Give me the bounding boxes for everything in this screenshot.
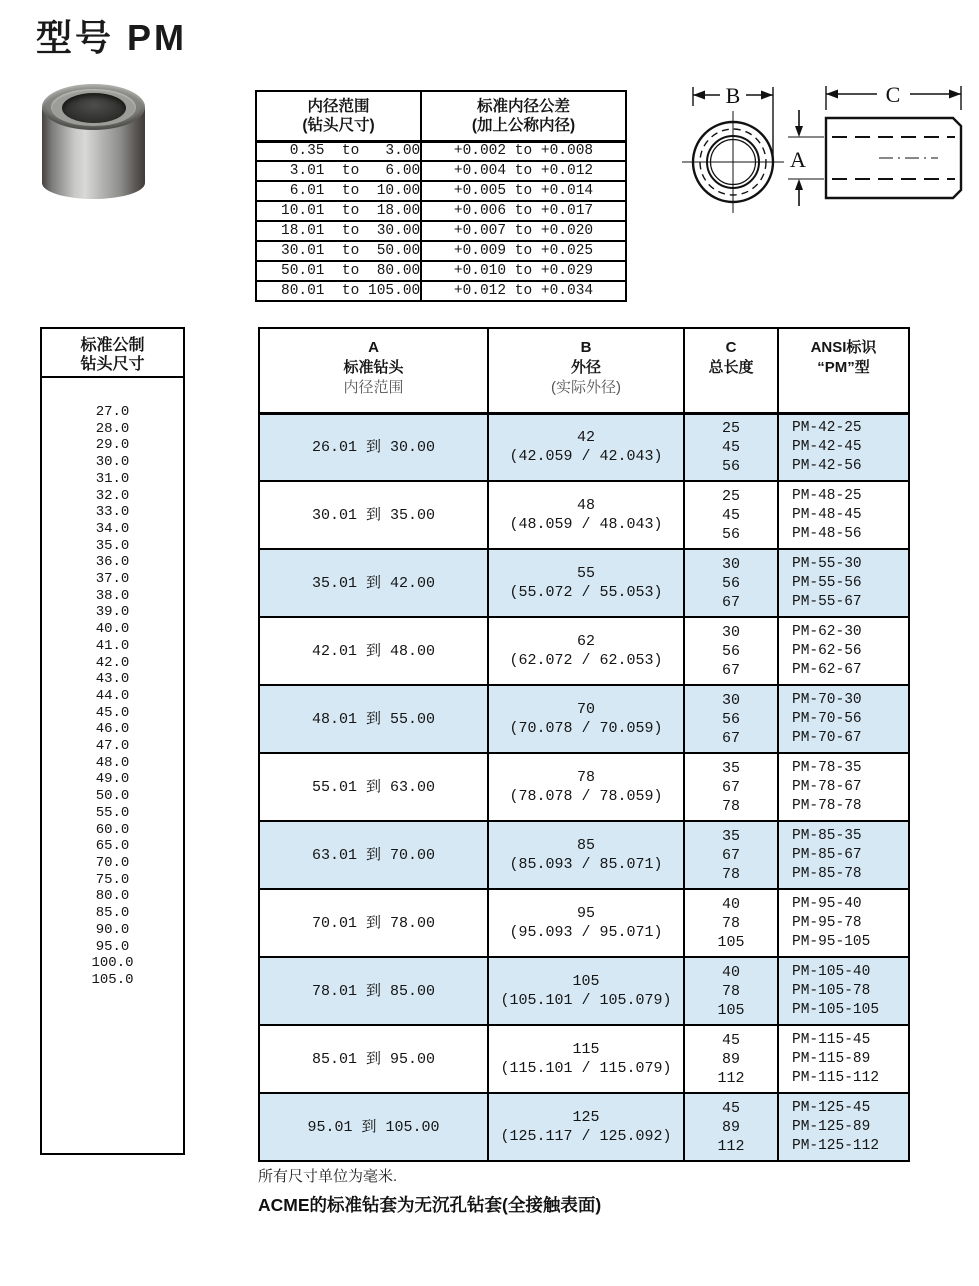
header-line: 标准内径公差	[476, 97, 570, 115]
length-value: 105	[717, 933, 745, 951]
outer-diameter-cell	[488, 549, 684, 617]
tolerance-range-cell: 30.01 to 50.00	[256, 241, 421, 261]
drill-size-item: 48.0	[95, 754, 130, 771]
drill-size-item: 29.0	[95, 437, 130, 454]
drill-size-item: 95.0	[95, 938, 130, 955]
bore-range-cell: 78.01 到 85.00	[259, 957, 488, 1025]
part-number-cell	[778, 617, 909, 685]
specification-table	[258, 327, 910, 1162]
spec-row	[259, 889, 909, 957]
part-number: PM-125-89	[792, 1118, 871, 1135]
spec-row	[259, 685, 909, 753]
od-nominal: 55	[576, 565, 595, 582]
drill-size-item: 65.0	[95, 838, 130, 855]
drill-size-item: 42.0	[95, 654, 130, 671]
part-number-cell	[778, 481, 909, 549]
drill-size-item: 40.0	[95, 621, 130, 638]
bore-range-cell: 35.01 到 42.00	[259, 549, 488, 617]
length-cell	[684, 753, 778, 821]
bore-range-cell: 48.01 到 55.00	[259, 685, 488, 753]
outer-diameter-cell	[488, 753, 684, 821]
dimension-label-c: C	[885, 82, 901, 107]
length-value: 25	[721, 487, 740, 505]
bushing-bore-hole	[62, 93, 126, 123]
od-nominal: 42	[576, 429, 595, 447]
od-nominal: 85	[576, 837, 595, 854]
od-actual: (95.093 / 95.071)	[509, 924, 663, 941]
drill-size-item: 30.0	[95, 454, 130, 471]
od-nominal: 70	[576, 701, 595, 718]
length-value: 105	[717, 1001, 745, 1019]
column-a-header	[259, 328, 488, 413]
header-line: 外径	[570, 359, 601, 376]
part-number: PM-55-30	[792, 555, 862, 572]
length-value: 45	[721, 1099, 740, 1117]
outer-diameter-cell	[488, 685, 684, 753]
header-line: 标准公制	[80, 337, 145, 354]
length-value: 45	[721, 438, 740, 456]
bore-range-cell: 70.01 到 78.00	[259, 889, 488, 957]
od-nominal: 125	[572, 1109, 600, 1126]
spec-row	[259, 821, 909, 889]
length-value: 35	[721, 759, 740, 777]
column-b-header	[488, 328, 684, 413]
spec-row	[259, 549, 909, 617]
tolerance-row	[256, 181, 626, 201]
outer-diameter-cell	[488, 413, 684, 481]
part-number: PM-62-30	[792, 623, 862, 640]
length-value: 89	[721, 1118, 740, 1136]
column-ansi-header	[778, 328, 909, 413]
od-nominal: 48	[576, 497, 595, 514]
dimension-label-a: A	[790, 147, 806, 172]
part-number: PM-78-67	[792, 778, 862, 795]
part-number: PM-62-67	[792, 661, 862, 678]
outer-diameter-cell	[488, 957, 684, 1025]
od-nominal: 62	[576, 633, 595, 650]
outer-diameter-cell	[488, 617, 684, 685]
spec-row	[259, 1093, 909, 1161]
header-line: C	[725, 339, 737, 356]
part-number: PM-105-40	[792, 963, 871, 980]
part-number: PM-95-40	[792, 895, 862, 912]
od-nominal: 115	[572, 1041, 600, 1058]
drill-size-item: 44.0	[95, 687, 130, 704]
bore-range-cell: 42.01 到 48.00	[259, 617, 488, 685]
part-number: PM-42-25	[792, 419, 862, 436]
part-number: PM-48-45	[792, 506, 862, 523]
od-actual: (105.101 / 105.079)	[500, 992, 672, 1009]
header-line: 内径范围	[343, 379, 404, 396]
tolerance-range-cell: 0.35 to 3.00	[256, 141, 421, 161]
tolerance-range-cell: 80.01 to 105.00	[256, 281, 421, 301]
spec-row	[259, 753, 909, 821]
length-value: 25	[721, 419, 740, 437]
od-actual: (70.078 / 70.059)	[509, 720, 663, 737]
part-number-cell	[778, 889, 909, 957]
side-view-drawing	[788, 82, 961, 206]
tolerance-value-cell: +0.010 to +0.029	[421, 261, 626, 281]
tolerance-value-cell: +0.009 to +0.025	[421, 241, 626, 261]
part-number-cell	[778, 1025, 909, 1093]
tolerance-row	[256, 161, 626, 181]
drill-size-item: 39.0	[95, 604, 130, 621]
part-number: PM-125-112	[792, 1137, 880, 1154]
tolerance-range-cell: 10.01 to 18.00	[256, 201, 421, 221]
part-number: PM-62-56	[792, 642, 862, 659]
standard-metric-drill-panel	[40, 327, 185, 1155]
drill-size-item: 46.0	[95, 721, 130, 738]
spec-row	[259, 957, 909, 1025]
part-number-cell	[778, 549, 909, 617]
tolerance-value-cell: +0.004 to +0.012	[421, 161, 626, 181]
length-cell	[684, 889, 778, 957]
length-value: 45	[721, 1031, 740, 1049]
length-value: 67	[721, 729, 740, 747]
part-number: PM-125-45	[792, 1099, 871, 1116]
tolerance-range-cell: 18.01 to 30.00	[256, 221, 421, 241]
drill-size-item: 45.0	[95, 704, 130, 721]
od-actual: (125.117 / 125.092)	[500, 1128, 672, 1145]
length-cell	[684, 1093, 778, 1161]
drill-size-item: 41.0	[95, 637, 130, 654]
length-value: 40	[721, 895, 740, 913]
length-value: 56	[721, 574, 740, 592]
front-view-drawing	[682, 83, 784, 213]
part-number: PM-42-56	[792, 457, 862, 474]
part-number: PM-115-89	[792, 1050, 871, 1067]
header-line: 标准钻头	[343, 359, 404, 376]
length-cell	[684, 413, 778, 481]
length-cell	[684, 1025, 778, 1093]
part-number-cell	[778, 821, 909, 889]
tolerance-row	[256, 281, 626, 301]
header-line: ANSI标识	[810, 339, 877, 356]
od-actual: (115.101 / 115.079)	[500, 1060, 672, 1077]
part-number: PM-55-67	[792, 593, 862, 610]
length-cell	[684, 821, 778, 889]
od-nominal: 78	[576, 769, 595, 786]
length-cell	[684, 549, 778, 617]
od-actual: (55.072 / 55.053)	[509, 584, 663, 601]
drill-size-item: 55.0	[95, 804, 130, 821]
outer-diameter-cell	[488, 1025, 684, 1093]
spec-row	[259, 481, 909, 549]
part-number: PM-42-45	[792, 438, 862, 455]
length-value: 78	[721, 865, 740, 883]
length-value: 67	[721, 778, 740, 796]
drill-size-item: 105.0	[91, 971, 134, 988]
spec-row	[259, 1025, 909, 1093]
header-line: 总长度	[708, 359, 754, 376]
od-actual: (78.078 / 78.059)	[509, 788, 663, 805]
part-number: PM-70-30	[792, 691, 862, 708]
part-number: PM-70-56	[792, 710, 862, 727]
header-line: 内径范围	[307, 97, 370, 115]
part-number: PM-95-105	[792, 933, 871, 950]
length-value: 78	[721, 797, 740, 815]
length-value: 45	[721, 506, 740, 524]
drill-size-item: 34.0	[95, 520, 130, 537]
tolerance-row	[256, 221, 626, 241]
part-number: PM-85-67	[792, 846, 862, 863]
drill-size-item: 50.0	[95, 788, 130, 805]
units-note: 所有尺寸单位为毫米.	[258, 1168, 398, 1185]
tolerance-header-row	[256, 91, 626, 141]
acme-note: ACME的标准钻套为无沉孔钻套(全接触表面)	[258, 1195, 602, 1215]
length-value: 112	[717, 1137, 745, 1155]
bore-range-cell: 26.01 到 30.00	[259, 413, 488, 481]
bore-range-cell: 85.01 到 95.00	[259, 1025, 488, 1093]
header-line: (加上公称内径)	[471, 116, 576, 134]
part-number: PM-70-67	[792, 729, 862, 746]
drill-size-item: 60.0	[95, 821, 130, 838]
bore-range-cell: 95.01 到 105.00	[259, 1093, 488, 1161]
header-line: “PM”型	[817, 359, 870, 376]
drill-size-list	[42, 378, 183, 989]
length-value: 30	[721, 555, 740, 573]
part-number: PM-78-78	[792, 797, 862, 814]
part-number: PM-115-112	[792, 1069, 880, 1086]
outer-diameter-cell	[488, 481, 684, 549]
length-value: 56	[721, 525, 740, 543]
od-nominal: 95	[576, 905, 595, 922]
od-actual: (48.059 / 48.043)	[509, 516, 663, 533]
header-line: 钻头尺寸	[80, 356, 145, 373]
length-cell	[684, 617, 778, 685]
length-value: 56	[721, 457, 740, 475]
outer-diameter-cell	[488, 821, 684, 889]
header-line: A	[368, 339, 379, 356]
drill-size-item: 47.0	[95, 738, 130, 755]
drill-size-item: 43.0	[95, 671, 130, 688]
part-number-cell	[778, 1093, 909, 1161]
od-actual: (42.059 / 42.043)	[509, 448, 663, 466]
tolerance-value-cell: +0.006 to +0.017	[421, 201, 626, 221]
dimension-diagram	[676, 80, 976, 230]
length-value: 56	[721, 710, 740, 728]
length-value: 40	[721, 963, 740, 981]
bore-range-cell: 63.01 到 70.00	[259, 821, 488, 889]
page-title: 型号 PM	[36, 17, 188, 58]
outer-diameter-cell	[488, 889, 684, 957]
length-cell	[684, 481, 778, 549]
part-number: PM-115-45	[792, 1031, 871, 1048]
drill-size-item: 33.0	[95, 504, 130, 521]
length-value: 89	[721, 1050, 740, 1068]
length-value: 67	[721, 846, 740, 864]
part-number: PM-55-56	[792, 574, 862, 591]
od-nominal: 105	[572, 973, 600, 990]
length-value: 35	[721, 827, 740, 845]
drill-size-item: 31.0	[95, 470, 130, 487]
part-number: PM-95-78	[792, 914, 862, 931]
tolerance-row	[256, 261, 626, 281]
length-cell	[684, 685, 778, 753]
drill-size-item: 90.0	[95, 921, 130, 938]
tolerance-range-cell: 6.01 to 10.00	[256, 181, 421, 201]
drill-size-item: 35.0	[95, 537, 130, 554]
drill-size-item: 37.0	[95, 571, 130, 588]
drill-size-item: 100.0	[91, 955, 134, 972]
tolerance-range-cell: 3.01 to 6.00	[256, 161, 421, 181]
drill-size-item: 70.0	[95, 854, 130, 871]
drill-size-item: 38.0	[95, 587, 130, 604]
drill-size-item: 28.0	[95, 420, 130, 437]
od-actual: (62.072 / 62.053)	[509, 652, 663, 669]
part-number-cell	[778, 957, 909, 1025]
part-number: PM-85-35	[792, 827, 862, 844]
tolerance-row	[256, 201, 626, 221]
part-number: PM-85-78	[792, 865, 862, 882]
drill-size-item: 49.0	[95, 771, 130, 788]
drill-size-item: 36.0	[95, 554, 130, 571]
length-value: 30	[721, 623, 740, 641]
od-actual: (85.093 / 85.071)	[509, 856, 663, 873]
header-line: (钻头尺寸)	[302, 116, 375, 134]
tolerance-value-header	[421, 91, 626, 141]
part-number: PM-48-25	[792, 487, 862, 504]
tolerance-range-header	[256, 91, 421, 141]
part-number: PM-105-105	[792, 1001, 880, 1018]
bore-range-cell: 55.01 到 63.00	[259, 753, 488, 821]
part-number: PM-105-78	[792, 982, 871, 999]
drill-size-item: 32.0	[95, 487, 130, 504]
length-value: 56	[721, 642, 740, 660]
header-line: B	[580, 339, 592, 356]
length-value: 78	[721, 982, 740, 1000]
tolerance-row	[256, 241, 626, 261]
bushing-photo	[42, 84, 145, 204]
length-value: 67	[721, 593, 740, 611]
length-value: 67	[721, 661, 740, 679]
length-value: 78	[721, 914, 740, 932]
part-number-cell	[778, 413, 909, 481]
dimension-label-b: B	[725, 83, 741, 108]
part-number-cell	[778, 753, 909, 821]
column-c-header	[684, 328, 778, 413]
part-number: PM-78-35	[792, 759, 862, 776]
tolerance-range-cell: 50.01 to 80.00	[256, 261, 421, 281]
spec-row	[259, 413, 909, 481]
tolerance-value-cell: +0.007 to +0.020	[421, 221, 626, 241]
drill-size-item: 27.0	[95, 404, 130, 420]
length-value: 30	[721, 691, 740, 709]
length-value: 112	[717, 1069, 745, 1087]
spec-header-row	[259, 328, 909, 413]
length-cell	[684, 957, 778, 1025]
tolerance-table	[255, 90, 627, 302]
drill-panel-header	[42, 329, 183, 378]
tolerance-row	[256, 141, 626, 161]
drill-size-item: 80.0	[95, 888, 130, 905]
tolerance-value-cell: +0.002 to +0.008	[421, 141, 626, 161]
outer-diameter-cell	[488, 1093, 684, 1161]
drill-size-item: 75.0	[95, 871, 130, 888]
part-number: PM-48-56	[792, 525, 862, 542]
part-number-cell	[778, 685, 909, 753]
header-line: (实际外径)	[551, 379, 621, 396]
tolerance-value-cell: +0.005 to +0.014	[421, 181, 626, 201]
spec-row	[259, 617, 909, 685]
bore-range-cell: 30.01 到 35.00	[259, 481, 488, 549]
tolerance-value-cell: +0.012 to +0.034	[421, 281, 626, 301]
drill-size-item: 85.0	[95, 905, 130, 922]
